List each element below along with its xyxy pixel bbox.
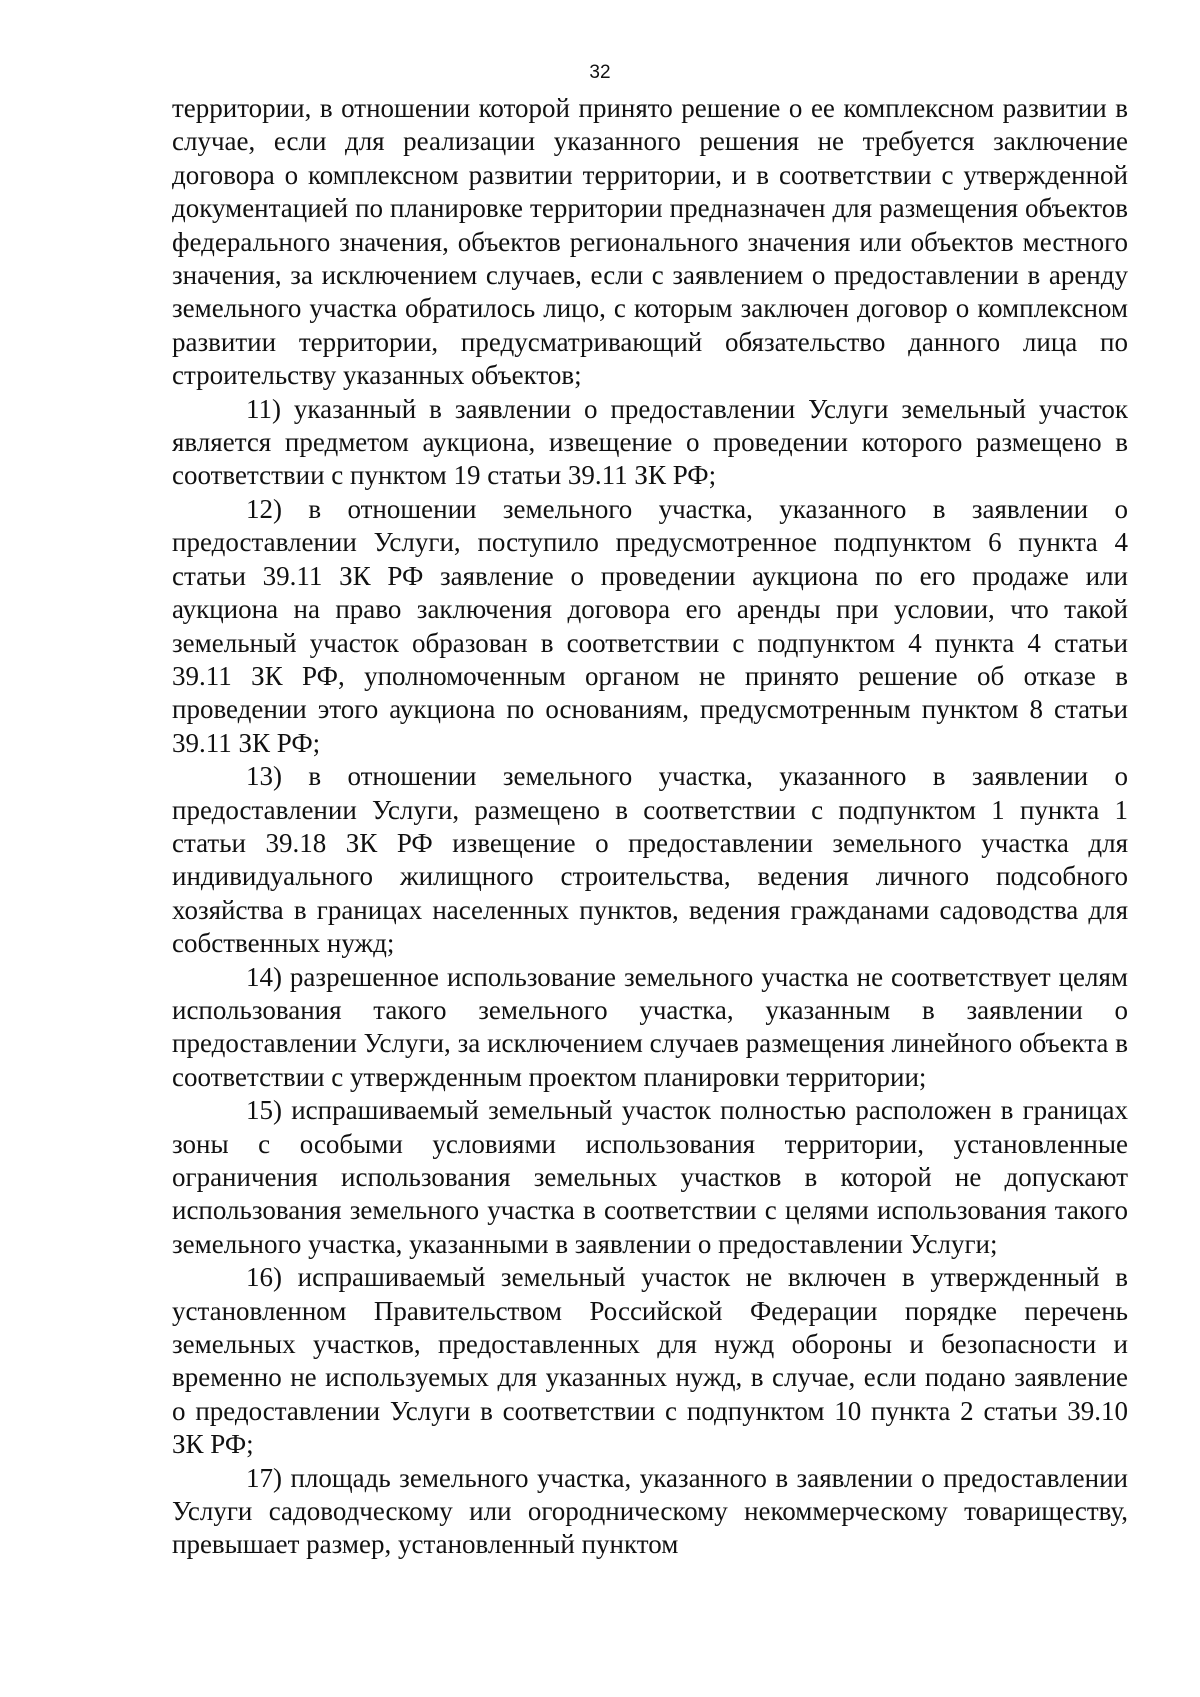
document-body [172, 92, 1128, 1562]
list-item-number: 12) [246, 493, 282, 524]
list-item-text: испрашиваемый земельный участок полностью расположен в границах зоны с особыми условиями использования территории, установленные ограничения использования земельных участков в которой не допускают использования земельного участка в соответствии с целями использования такого земельного участка, указанными в заявлении о предоставлении Услуги; [172, 1095, 1129, 1259]
list-item-16 [172, 1261, 1128, 1461]
list-item-number: 13) [246, 761, 282, 792]
list-item-14 [172, 961, 1128, 1095]
list-item-11 [172, 393, 1128, 493]
list-item-17 [172, 1462, 1128, 1562]
list-item-15 [172, 1094, 1128, 1261]
list-item-number: 14) [246, 961, 282, 992]
paragraph-text: территории, в отношении которой принято решение о ее комплексном развитии в случае, если для реализации указанного решения не требуется заключение договора о комплексном развитии территории, и в соответствии с утвержденной документацией по планировке территории предназначен для размещения объектов федерального значения, объектов регионального значения или объектов местного значения, за исключением случаев, если с заявлением о предоставлении в аренду земельного участка обратилось лицо, с которым заключен договор о комплексном развитии территории, предусматривающий обязательство данного лица по строительству указанных объектов; [172, 93, 1128, 391]
list-item-text: в отношении земельного участка, указанного в заявлении о предоставлении Услуги, размещено в соответствии с подпунктом 1 пункта 1 статьи 39.18 ЗК РФ извещение о предоставлении земельного участка для индивидуального жилищного строительства, ведения личного подсобного хозяйства в границах населенных пунктов, ведения гражданами садоводства для собственных нужд; [172, 761, 1128, 959]
list-item-number: 16) [246, 1262, 282, 1293]
list-item-number: 17) [246, 1462, 282, 1493]
list-item-number: 15) [246, 1095, 282, 1126]
list-item-text: разрешенное использование земельного участка не соответствует целям использования такого земельного участка, указанным в заявлении о предоставлении Услуги, за исключением случаев размещения линейного объекта в соответствии с утвержденным проектом планировки территории; [172, 961, 1129, 1092]
paragraph-continuation [172, 92, 1128, 393]
list-item-text: испрашиваемый земельный участок не включен в утвержденный в установленном Правительством Российской Федерации порядке перечень земельных участков, предоставленных для нужд обороны и безопасности и временно не используемых для указанных нужд, в случае, если подано заявление о предоставлении Услуги в соответствии с подпунктом 10 пункта 2 статьи 39.10 ЗК РФ; [172, 1262, 1129, 1460]
list-item-text: в отношении земельного участка, указанного в заявлении о предоставлении Услуги, поступило предусмотренное подпунктом 6 пункта 4 статьи 39.11 ЗК РФ заявление о проведении аукциона по его продаже или аукциона на право заключения договора его аренды при условии, что такой земельный участок образован в соответствии с подпунктом 4 пункта 4 статьи 39.11 ЗК РФ, уполномоченным органом не принято решение об отказе в проведении этого аукциона по основаниям, предусмотренным пунктом 8 статьи 39.11 ЗК РФ; [172, 493, 1128, 758]
list-item-text: площадь земельного участка, указанного в заявлении о предоставлении Услуги садоводческому или огородническому некоммерческому товариществу, превышает размер, установленный пунктом [172, 1462, 1129, 1560]
list-item-text: указанный в заявлении о предоставлении Услуги земельный участок является предметом аукциона, извещение о проведении которого размещено в соответствии с пунктом 19 статьи 39.11 ЗК РФ; [172, 393, 1128, 491]
page-number: 32 [589, 62, 611, 83]
list-item-number: 11) [246, 393, 281, 424]
list-item-12 [172, 493, 1128, 760]
list-item-13 [172, 760, 1128, 960]
